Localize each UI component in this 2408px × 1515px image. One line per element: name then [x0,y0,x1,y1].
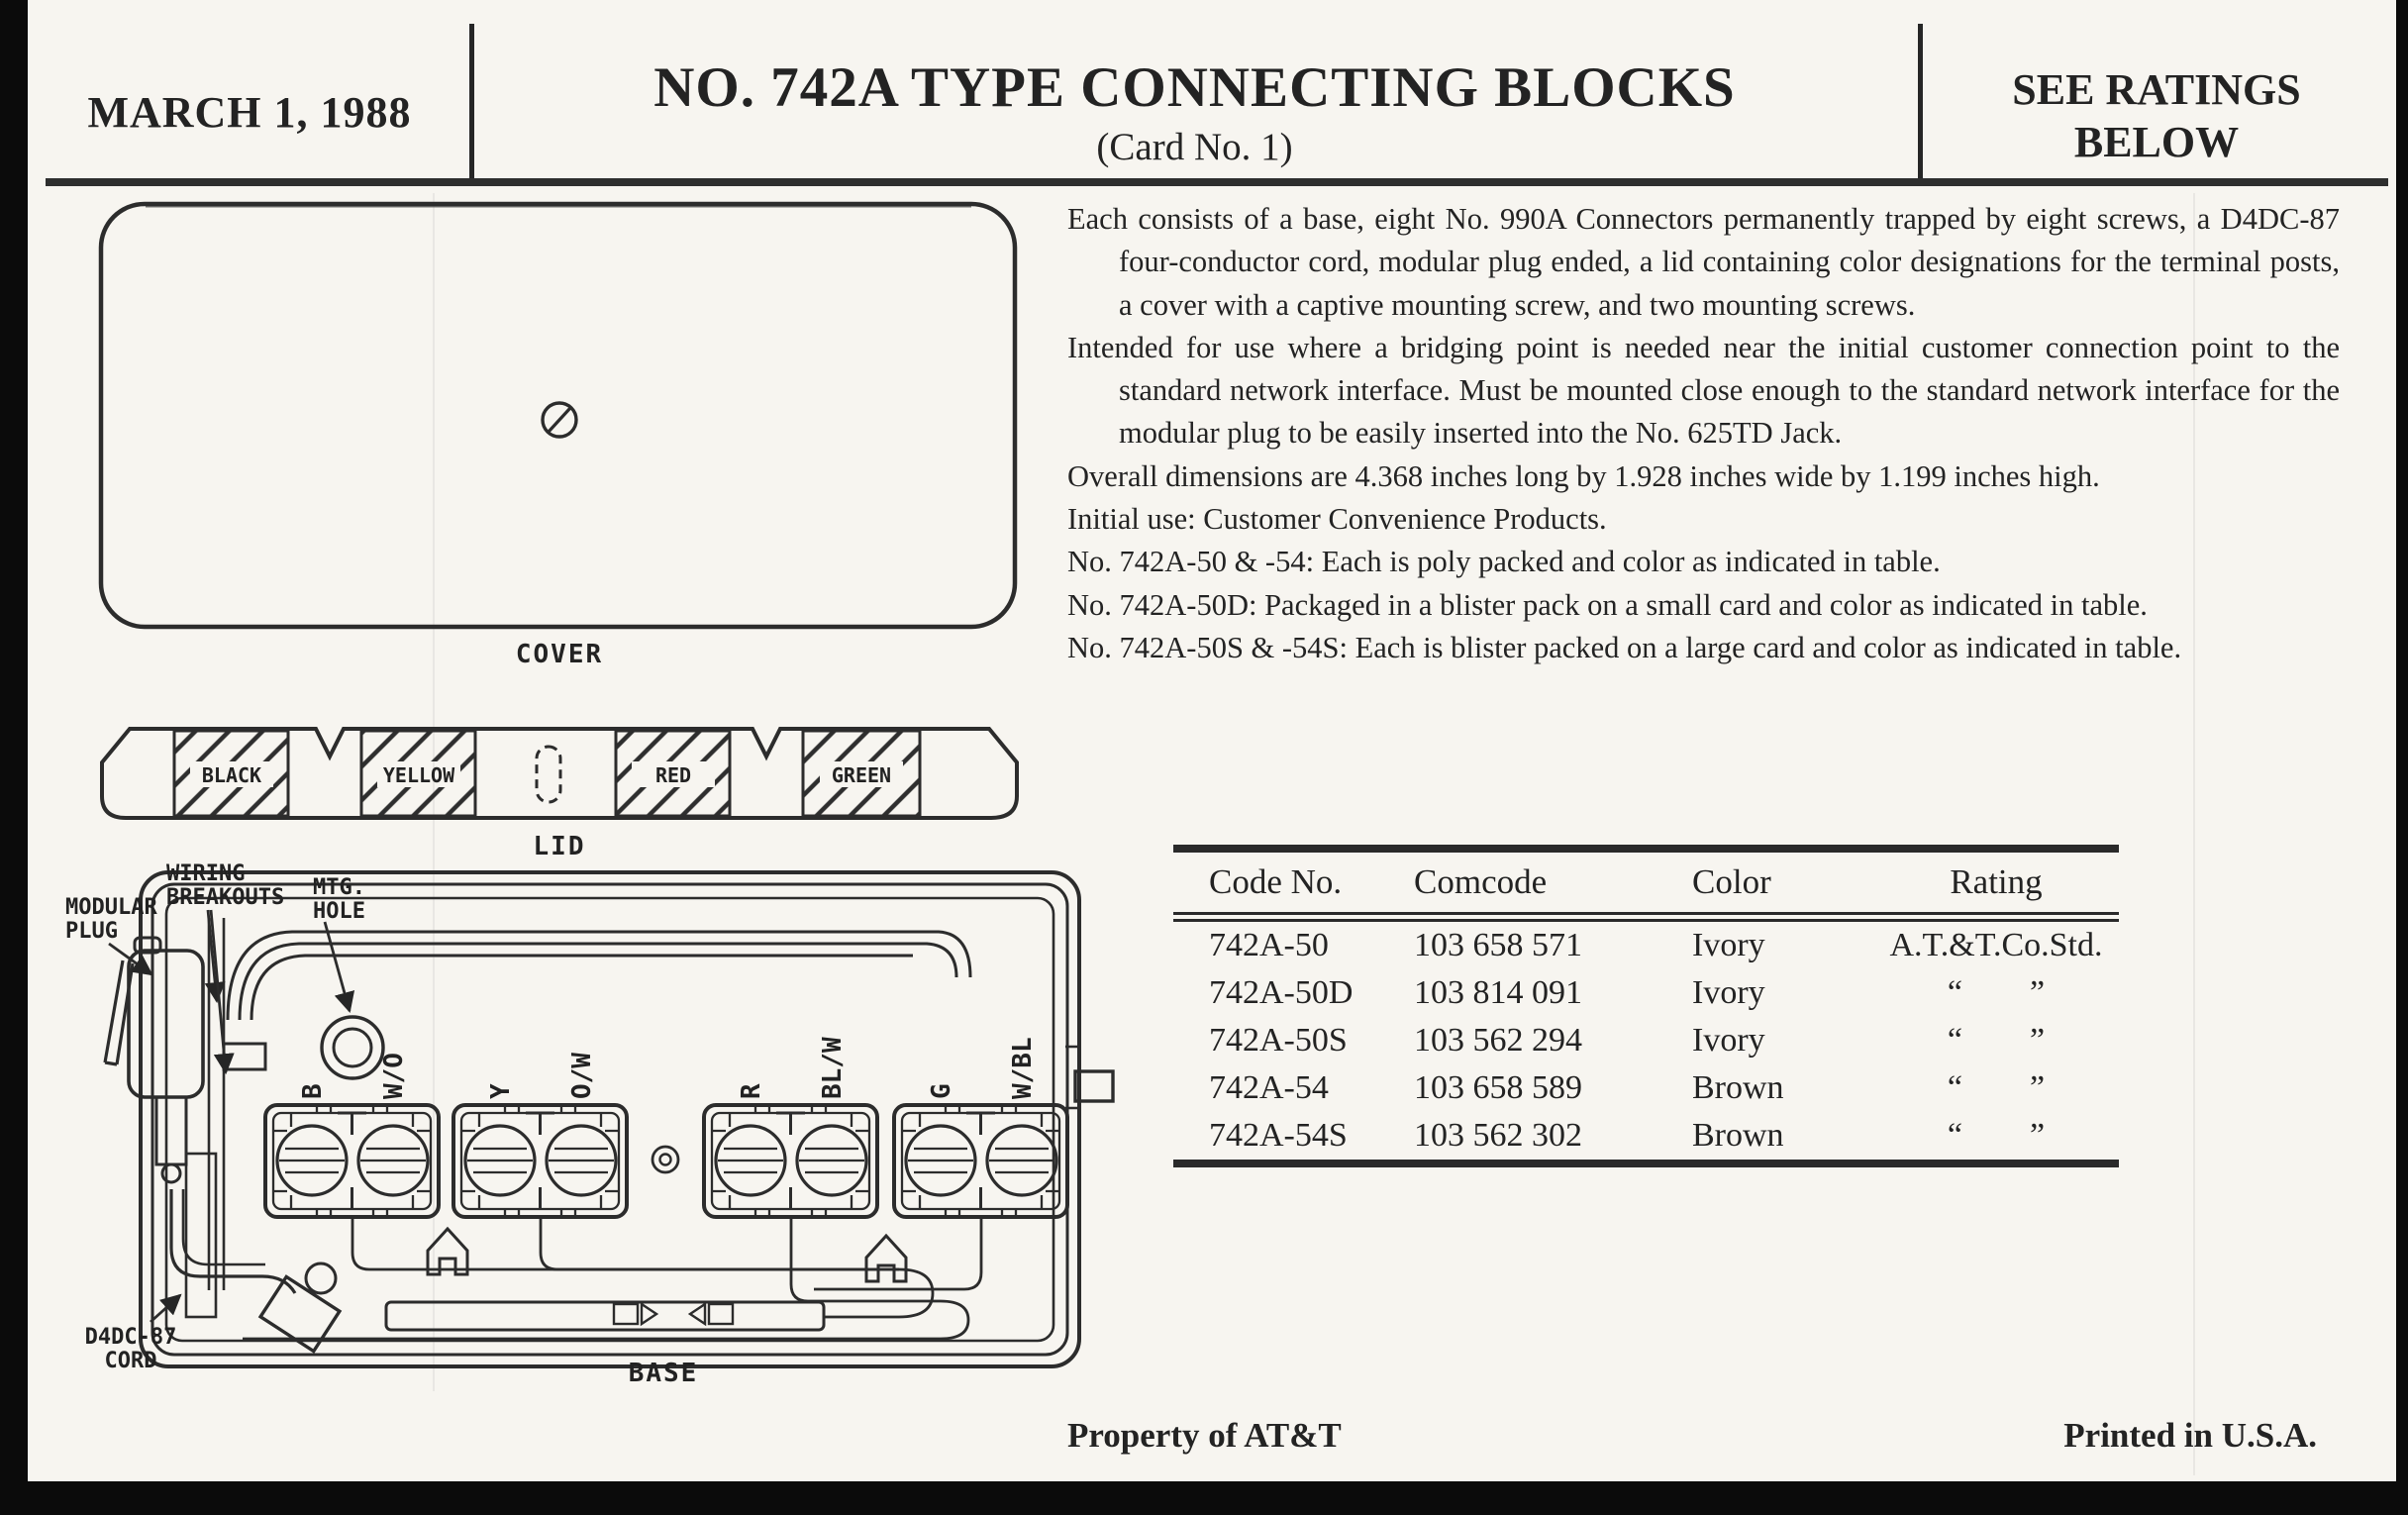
paragraph-packing-50d: No. 742A-50D: Packaged in a blister pack on a small card and color as indicated in table. [1067,587,2148,622]
cell-code: 742A-54S [1209,1117,1348,1154]
table-row [1173,1112,2119,1160]
base-label: BASE [628,1359,699,1388]
ratings-note-line2: BELOW [2073,118,2240,166]
lid-label: LID [533,832,586,861]
cell-color: Ivory [1692,1022,1765,1059]
base-diagram [59,857,1149,1396]
description-text [1067,198,2340,669]
header-rule [46,178,2388,186]
table-row [1173,1064,2119,1112]
header-divider-left [469,24,474,180]
ratings-note [1920,63,2393,168]
terminal-label-r: R [737,1083,766,1099]
table-rule-header [1173,912,2119,922]
paragraph-dimensions: Overall dimensions are 4.368 inches long by 1.928 inches wide by 1.199 inches high. [1067,458,2100,493]
mounting-hole [322,1017,383,1078]
column-header-rating: Rating [1950,862,2043,901]
terminal-label-wo: W/O [379,1053,409,1099]
lid-label-green: GREEN [831,763,892,787]
cell-rating: “ ” [1947,974,2046,1011]
table-row [1173,969,2119,1017]
cell-comcode: 103 562 302 [1414,1117,1582,1154]
d4dc-cord [171,1189,295,1293]
callout-wiring-breakouts-line1: WIRING [166,861,246,886]
cell-code: 742A-50S [1209,1022,1348,1059]
header-divider-right [1918,24,1923,180]
cell-comcode: 103 814 091 [1414,974,1582,1011]
cell-color: Ivory [1692,974,1765,1011]
lid-diagram [94,715,1025,834]
cell-comcode: 103 562 294 [1414,1022,1582,1059]
lid-label-red: RED [654,763,692,787]
terminal-label-wbl: W/BL [1008,1037,1038,1099]
cell-rating: “ ” [1947,1117,2046,1154]
lid-label-yellow: YELLOW [382,763,455,787]
table-rule-top [1173,845,2119,853]
issue-date: MARCH 1, 1988 [87,88,412,137]
cell-code: 742A-50D [1209,974,1354,1011]
footer-printed: Printed in U.S.A. [2063,1416,2317,1455]
lid-center-slot [537,747,560,802]
callout-arrows [109,910,350,1322]
terminal-label-g: G [927,1083,956,1099]
cell-comcode: 103 658 589 [1414,1069,1582,1106]
callout-mtg-hole-line1: MTG. [313,875,365,900]
paragraph-packing-50-54: No. 742A-50 & -54: Each is poly packed and color as indicated in table. [1067,545,1941,579]
terminal-label-blw: BL/W [818,1037,848,1099]
page-subtitle: (Card No. 1) [1096,126,1293,168]
cell-color: Brown [1692,1117,1784,1154]
table-header-row [1173,853,2119,912]
cell-rating: “ ” [1947,1022,2046,1059]
captive-screw-icon [543,403,576,437]
cover-diagram [94,198,1025,639]
callout-mtg-hole-line2: HOLE [313,899,365,924]
terminal-block-2 [453,1105,627,1217]
cell-comcode: 103 658 571 [1414,927,1582,963]
column-header-code: Code No. [1209,862,1343,901]
base-mounting-tab [1065,1047,1113,1108]
scan-artifact-line [2193,193,2195,1475]
callout-wiring-breakouts-line2: BREAKOUTS [166,885,285,910]
column-header-color: Color [1692,862,1771,901]
cable-clip-right [866,1236,906,1281]
scan-artifact-line [433,193,435,1391]
callout-modular-plug-line2: PLUG [65,919,118,944]
cell-code: 742A-54 [1209,1069,1329,1106]
cell-color: Ivory [1692,927,1765,963]
ratings-note-line1: SEE RATINGS [2012,65,2301,114]
center-guide-post [652,1147,678,1172]
cord-splice-bar [386,1302,824,1330]
callout-cord-line1: D4DC-87 [84,1325,177,1350]
cell-rating: A.T.&T.Co.Std. [1889,927,2103,963]
terminal-label-ow: O/W [567,1053,597,1099]
ratings-table [1173,845,2119,1167]
paragraph-packing-50s-54s: No. 742A-50S & -54S: Each is blister packed on a large card and color as indicated in table. [1067,630,2182,664]
terminal-label-y: Y [486,1083,516,1099]
cell-color: Brown [1692,1069,1784,1106]
footer-property: Property of AT&T [1067,1416,1342,1455]
cell-code: 742A-50 [1209,927,1329,963]
table-row [1173,1017,2119,1064]
terminal-block-4 [894,1105,1067,1217]
terminal-label-b: B [298,1083,328,1099]
callout-cord-line2: CORD [104,1349,157,1373]
paragraph-construction: Each consists of a base, eight No. 990A Connectors permanently trapped by eight screws, a D4DC-87 four-conductor cord, modular plug ended, a lid containing color designations for the terminal posts, a cover with a captive mounting screw, and two mounting screws. [1067,202,2340,322]
terminal-block-3 [704,1105,877,1217]
callout-modular-plug-line1: MODULAR [65,895,157,920]
cell-rating: “ ” [1947,1069,2046,1106]
lid-label-black: BLACK [201,763,262,787]
cover-label: COVER [515,640,604,669]
page-title: NO. 742A TYPE CONNECTING BLOCKS [653,56,1736,119]
column-header-comcode: Comcode [1414,862,1548,901]
paragraph-initial-use: Initial use: Customer Convenience Products. [1067,502,1607,537]
wiring-breakout-channel [186,918,265,1317]
terminal-block-1 [265,1105,439,1217]
table-rule-bottom [1173,1160,2119,1167]
cover-outline [101,204,1015,627]
paragraph-intended-use: Intended for use where a bridging point is needed near the initial customer connection point to the standard network interface. Must be mounted close enough to the standard network interface for the modular plug to be easily inserted into the No. 625TD Jack. [1067,330,2340,451]
table-row [1173,922,2119,969]
